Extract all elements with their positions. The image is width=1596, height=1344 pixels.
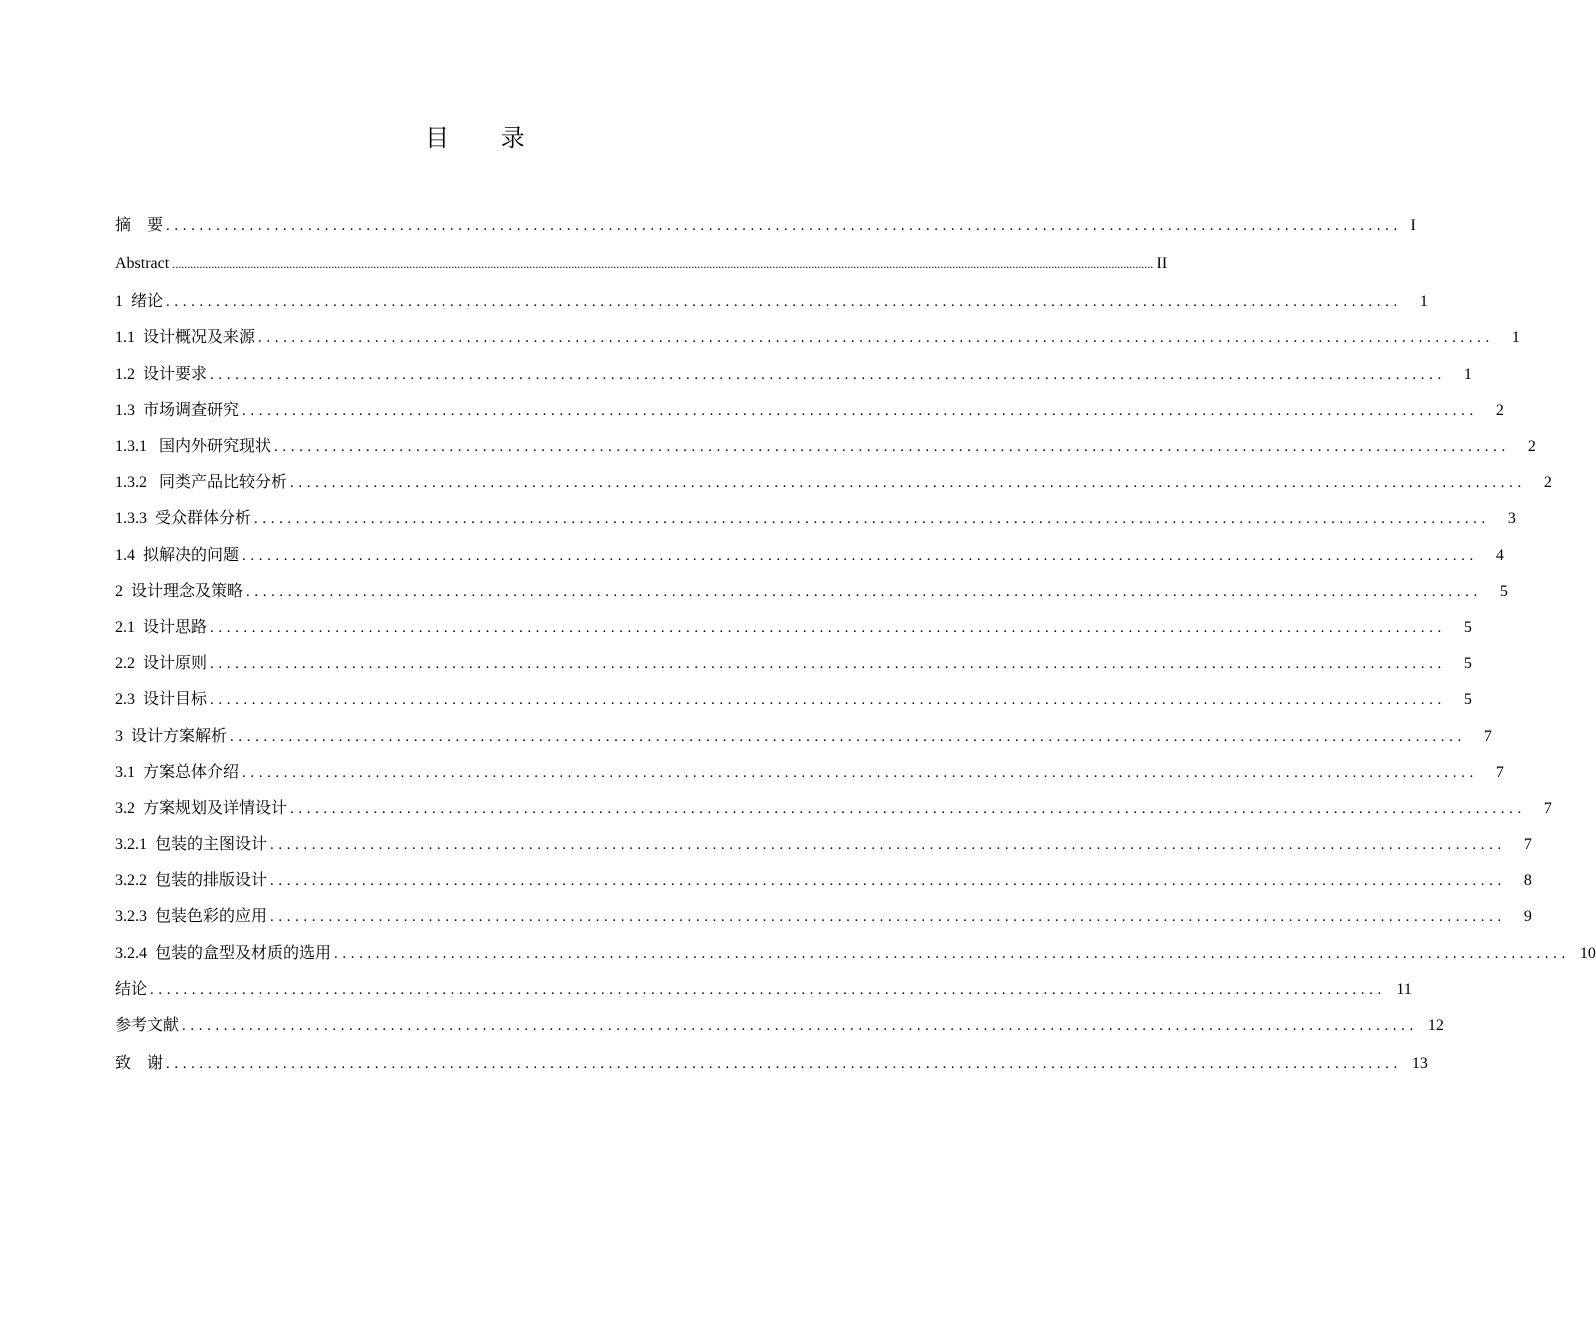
toc-entry-label: 3.2.2 包装的排版设计 (115, 872, 268, 890)
toc-entry[interactable] (115, 899, 1532, 935)
toc-entry-label: 2.1 设计思路 (115, 618, 208, 636)
toc-leader-dots: .................................................................................................................................................... (258, 330, 1494, 347)
toc-leader-dots: .................................................................................................................................................... (210, 366, 1446, 383)
toc-leader-dots: ....................................................................................................................................................................................................................................................................................................................................... (172, 257, 1154, 272)
toc-entry[interactable] (115, 429, 1536, 465)
toc-entry-page: 1 (1511, 329, 1520, 347)
toc-entry-page: 5 (1463, 655, 1472, 673)
toc-entry[interactable] (115, 718, 1492, 754)
toc-leader-dots: .................................................................................................................................................... (210, 619, 1446, 636)
toc-entry-page: 5 (1499, 582, 1508, 600)
toc-entry-label: 致 谢 (115, 1055, 164, 1073)
toc-entry-page: II (1156, 255, 1168, 273)
toc-leader-dots: .................................................................................................................................................... (182, 1018, 1418, 1035)
toc-entry-label: 1.3.1 国内外研究现状 (115, 438, 272, 456)
toc-leader-dots: .................................................................................................................................................... (150, 981, 1386, 998)
toc-entry-label: 1.3.2 同类产品比较分析 (115, 474, 288, 492)
toc-entry-page: I (1410, 217, 1416, 235)
toc-entry-page: 10 (1579, 944, 1596, 962)
toc-entry[interactable] (115, 357, 1472, 393)
toc-entry-label: 2.3 设计目标 (115, 691, 208, 709)
toc-entry-label: Abstract (115, 255, 170, 273)
toc-entry[interactable] (115, 284, 1428, 320)
toc-leader-dots: .................................................................................................................................................... (242, 764, 1478, 781)
toc-entry-page: 12 (1427, 1017, 1444, 1035)
toc-entry-page: 13 (1411, 1055, 1428, 1073)
toc-entry-label: 结论 (115, 980, 148, 998)
toc-leader-dots: .................................................................................................................................................... (230, 728, 1466, 745)
toc-leader-dots: .................................................................................................................................................... (254, 511, 1490, 528)
toc-entry-label: 3.2.1 包装的主图设计 (115, 836, 268, 854)
toc-entry[interactable] (115, 574, 1508, 610)
toc-leader-dots: .................................................................................................................................................... (270, 909, 1506, 926)
toc-leader-dots: .................................................................................................................................................... (334, 945, 1570, 962)
toc-entry-label: 3.1 方案总体介绍 (115, 763, 240, 781)
toc-leader-dots: .................................................................................................................................................... (210, 656, 1446, 673)
toc-entry[interactable] (115, 320, 1520, 356)
toc-entry-page: 4 (1495, 546, 1504, 564)
toc-entry-acknowledgements[interactable] (115, 1044, 1428, 1084)
toc-leader-dots: .................................................................................................................................................... (290, 800, 1526, 817)
toc-leader-dots: .................................................................................................................................................... (166, 218, 1402, 235)
toc-entry-label: 3.2 方案规划及详情设计 (115, 799, 288, 817)
toc-entry-page: 7 (1483, 727, 1492, 745)
toc-leader-dots: .................................................................................................................................................... (166, 1056, 1402, 1073)
toc-leader-dots: .................................................................................................................................................... (210, 692, 1446, 709)
toc-entry[interactable] (115, 863, 1532, 899)
toc-entry-label: 3.2.4 包装的盒型及材质的选用 (115, 944, 332, 962)
toc-entry-page: 5 (1463, 618, 1472, 636)
toc-leader-dots: .................................................................................................................................................... (166, 294, 1402, 311)
toc-entry-label: 3 设计方案解析 (115, 727, 228, 745)
toc-entry-references[interactable] (115, 1008, 1444, 1044)
toc-entry[interactable] (115, 827, 1532, 863)
toc-entry-page: 5 (1463, 691, 1472, 709)
toc-leader-dots: .................................................................................................................................................... (270, 837, 1506, 854)
toc-entry-conclusion[interactable] (115, 972, 1412, 1008)
toc-leader-dots: .................................................................................................................................................... (290, 475, 1526, 492)
toc-entry-label: 1.4 拟解决的问题 (115, 546, 240, 564)
toc-entry[interactable] (115, 501, 1516, 537)
toc-entry[interactable] (115, 646, 1472, 682)
toc-entry-page: 7 (1543, 799, 1552, 817)
toc-entry-page: 2 (1495, 401, 1504, 419)
toc-entry-page: 8 (1523, 872, 1532, 890)
toc-entry[interactable] (115, 538, 1504, 574)
toc-entry-page: 9 (1523, 908, 1532, 926)
toc-entry[interactable] (115, 682, 1472, 718)
table-of-contents (115, 208, 1596, 1084)
toc-entry-label: 参考文献 (115, 1017, 180, 1035)
toc-entry-page: 11 (1396, 980, 1412, 998)
toc-leader-dots: .................................................................................................................................................... (274, 439, 1510, 456)
toc-entry-page: 2 (1527, 438, 1536, 456)
toc-entry-label: 1.3 市场调查研究 (115, 401, 240, 419)
toc-entry-label: 3.2.3 包装色彩的应用 (115, 908, 268, 926)
toc-entry-page: 1 (1463, 365, 1472, 383)
toc-entry-label: 1.1 设计概况及来源 (115, 329, 256, 347)
toc-leader-dots: .................................................................................................................................................... (270, 873, 1506, 890)
toc-entry-abstract-en[interactable] (115, 244, 1168, 284)
toc-entry-label: 2 设计理念及策略 (115, 582, 244, 600)
toc-leader-dots: .................................................................................................................................................... (242, 547, 1478, 564)
toc-entry-label: 1.2 设计要求 (115, 365, 208, 383)
toc-entry[interactable] (115, 610, 1472, 646)
toc-leader-dots: .................................................................................................................................................... (246, 583, 1482, 600)
toc-entry-abstract-cn[interactable] (115, 208, 1416, 244)
toc-entry-page: 1 (1419, 293, 1428, 311)
toc-entry-page: 2 (1543, 474, 1552, 492)
toc-entry-label: 摘 要 (115, 217, 164, 235)
toc-entry[interactable] (115, 755, 1504, 791)
toc-entry[interactable] (115, 936, 1596, 972)
toc-leader-dots: .................................................................................................................................................... (242, 402, 1478, 419)
toc-entry[interactable] (115, 791, 1552, 827)
toc-entry-label: 1.3.3 受众群体分析 (115, 510, 252, 528)
toc-entry[interactable] (115, 393, 1504, 429)
toc-entry-page: 7 (1523, 836, 1532, 854)
toc-title: 目 录 (425, 124, 547, 152)
toc-entry-label: 2.2 设计原则 (115, 655, 208, 673)
toc-entry-page: 7 (1495, 763, 1504, 781)
toc-entry-label: 1 绪论 (115, 293, 164, 311)
toc-entry-page: 3 (1507, 510, 1516, 528)
toc-entry[interactable] (115, 465, 1552, 501)
